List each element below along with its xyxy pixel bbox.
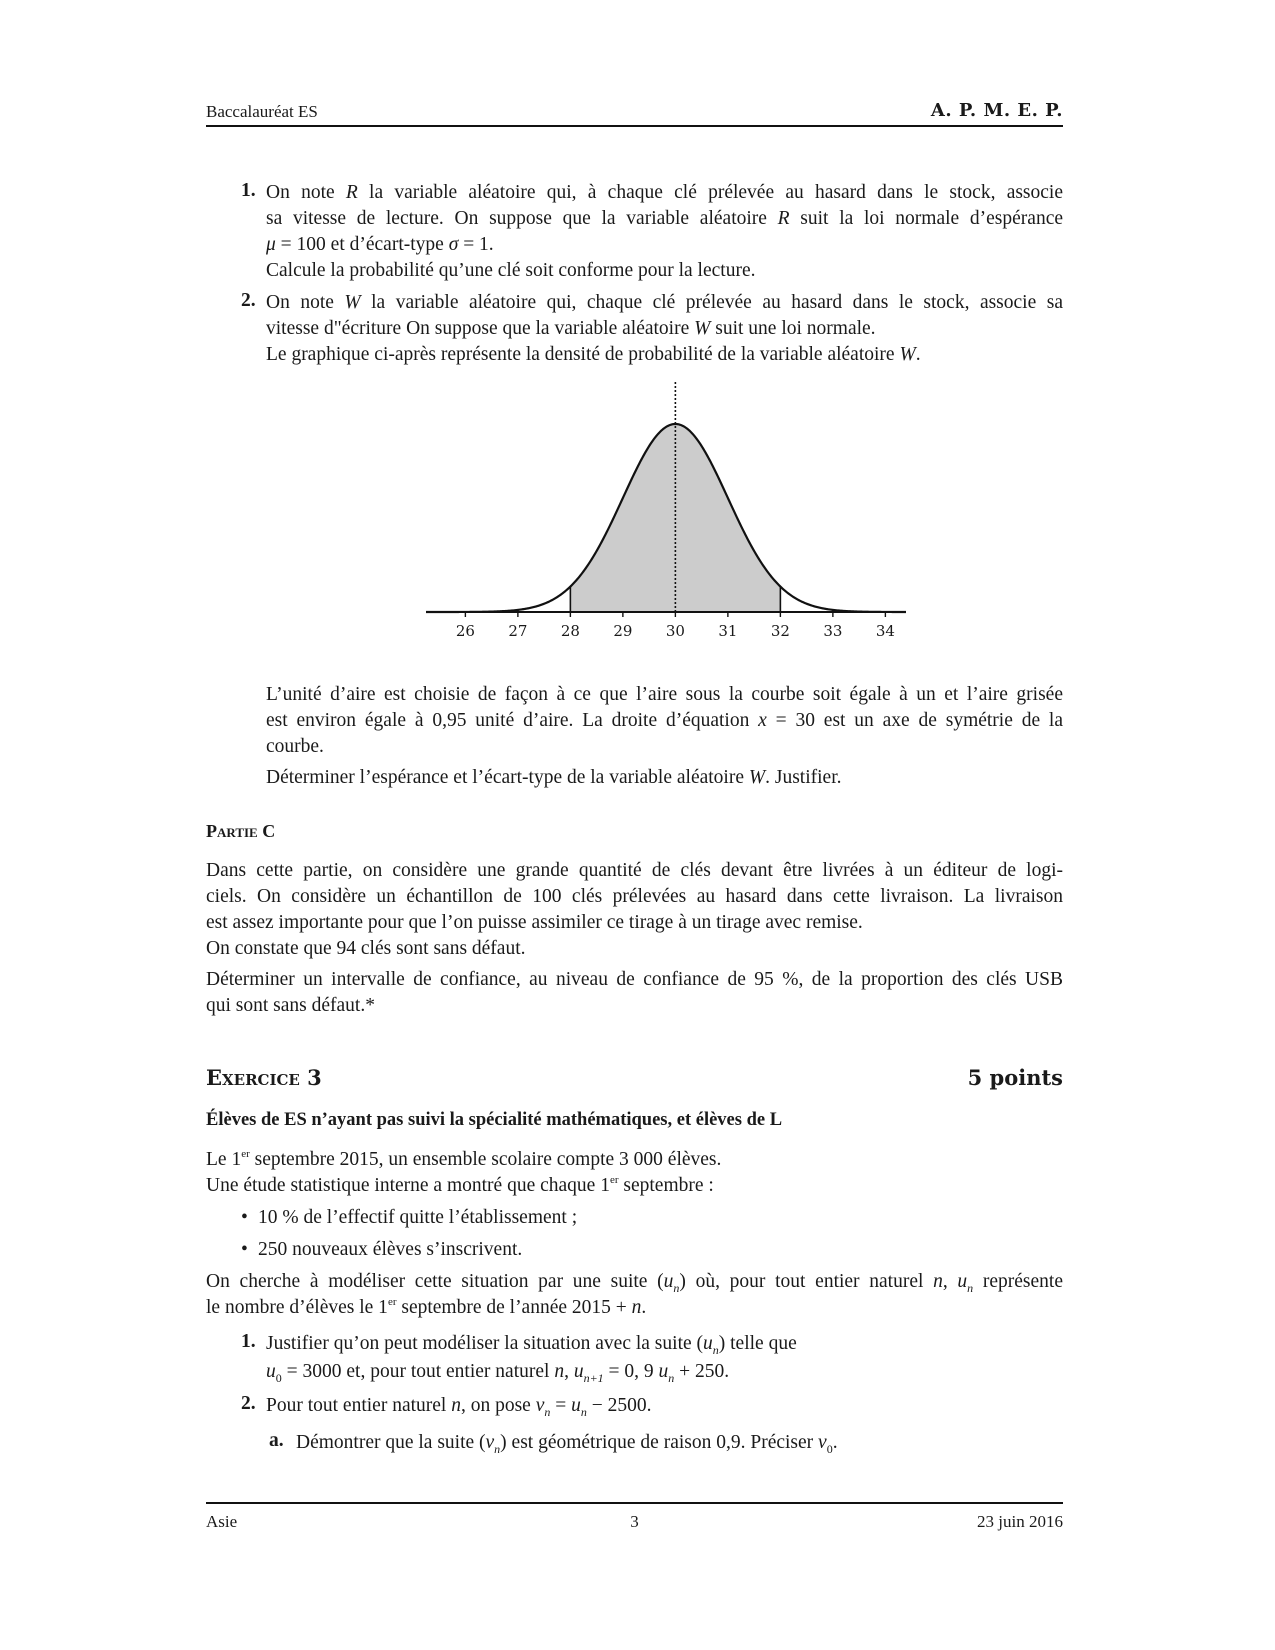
partc-line2: ciels. On considère un échantillon de 100 clés prélevées au hasard dans cette livraison. La livraison bbox=[206, 886, 1063, 907]
model-line2: le nombre d’élèves le 1er septembre de l’année 2015 + n. bbox=[206, 1296, 647, 1318]
q2-after-line4: Déterminer l’espérance et l’écart-type de la variable aléatoire W. Justifier. bbox=[266, 767, 842, 788]
x-tick-label: 30 bbox=[665, 622, 685, 640]
x-tick-label: 32 bbox=[770, 622, 790, 640]
x-tick-label: 31 bbox=[718, 622, 738, 640]
q2-line2: vitesse d"écriture On suppose que la variable aléatoire W suit une loi normale. bbox=[266, 318, 876, 339]
q2-line1: On note W la variable aléatoire qui, chaque clé prélevée au hasard dans le stock, associe sa bbox=[266, 292, 1063, 313]
x-tick-label: 28 bbox=[560, 622, 580, 640]
bullet-item: 10 % de l’effectif quitte l’établissement ; bbox=[258, 1207, 578, 1228]
header-right: A. P. M. E. P. bbox=[930, 100, 1063, 121]
ex3-q1-line1: Justifier qu’on peut modéliser la situation avec la suite $(u_n)$ telle que bbox=[266, 1333, 797, 1357]
intro-line2: Une étude statistique interne a montré que chaque 1er septembre : bbox=[206, 1174, 714, 1196]
footer-rule bbox=[206, 1502, 1063, 1504]
ex3-q2a-line: Démontrer que la suite $(v_n)$ est géométrique de raison 0,9. Préciser $v_0$. bbox=[296, 1432, 838, 1456]
partc-line1: Dans cette partie, on considère une grande quantité de clés devant être livrées à un éditeur de logi- bbox=[206, 860, 1063, 881]
question-number: 2. bbox=[241, 1393, 256, 1414]
partc-line5: Déterminer un intervalle de confiance, au niveau de confiance de 95 %, de la proportion des clés USB bbox=[206, 969, 1063, 990]
header-left: Baccalauréat ES bbox=[206, 102, 318, 121]
subquestion-label: a. bbox=[269, 1430, 284, 1451]
question-number: 1. bbox=[241, 180, 256, 201]
ex3-q1-line2: $u_0 = 3000$ et, pour tout entier naturel n, $u_{n+1} = 0$, 9 $u_n + 250$. bbox=[266, 1361, 730, 1385]
x-tick-label: 27 bbox=[508, 622, 528, 640]
q2-after-line1: L’unité d’aire est choisie de façon à ce que l’aire sous la courbe soit égale à un et l’aire grisée bbox=[266, 684, 1063, 705]
footer-left: Asie bbox=[206, 1512, 238, 1531]
exercise-subtitle: Élèves de ES n’ayant pas suivi la spécialité mathématiques, et élèves de L bbox=[206, 1110, 783, 1130]
partc-line6: qui sont sans défaut.* bbox=[206, 995, 375, 1016]
q2-after-line2: est environ égale à 0,95 unité d’aire. La droite d’équation x = 30 est un axe de symétrie de la bbox=[266, 710, 1063, 731]
model-line1: On cherche à modéliser cette situation par une suite $(u_n)$ où, pour tout entier naturel n, $u_n$ représente bbox=[206, 1271, 1063, 1295]
ex3-q2-line1: Pour tout entier naturel n, on pose $v_n = u_n - 2500$. bbox=[266, 1395, 652, 1419]
exercise-points: 5 points bbox=[967, 1065, 1063, 1090]
q1-line1: On note R la variable aléatoire qui, à chaque clé prélevée au hasard dans le stock, associe bbox=[266, 182, 1064, 203]
q2-line3: Le graphique ci-après représente la densité de probabilité de la variable aléatoire W. bbox=[266, 344, 921, 365]
bullet-icon: • bbox=[241, 1239, 248, 1260]
x-tick-label: 29 bbox=[613, 622, 633, 640]
intro-line1: Le 1er septembre 2015, un ensemble scolaire compte 3 000 élèves. bbox=[206, 1148, 722, 1170]
x-tick-label: 26 bbox=[455, 622, 475, 640]
x-tick-label: 34 bbox=[875, 622, 895, 640]
question-number: 1. bbox=[241, 1331, 256, 1352]
x-tick-label: 33 bbox=[823, 622, 843, 640]
page-number: 3 bbox=[630, 1512, 639, 1531]
partc-line3: est assez importante pour que l’on puisse assimiler ce tirage à un tirage avec remise. bbox=[206, 912, 863, 933]
exercise-title: Exercice 3 bbox=[206, 1065, 322, 1090]
question-number: 2. bbox=[241, 290, 256, 311]
bullet-item: 250 nouveaux élèves s’inscrivent. bbox=[258, 1239, 523, 1260]
normal-density-chart bbox=[426, 380, 906, 650]
q1-line2: sa vitesse de lecture. On suppose que la variable aléatoire R suit la loi normale d’espérance bbox=[266, 208, 1063, 229]
section-title-partie-c: Partie C bbox=[206, 821, 276, 841]
header-rule bbox=[206, 125, 1063, 127]
footer-right: 23 juin 2016 bbox=[977, 1512, 1063, 1531]
density-curve-plot bbox=[426, 380, 906, 620]
bullet-icon: • bbox=[241, 1207, 248, 1228]
q2-after-line3: courbe. bbox=[266, 736, 324, 757]
q1-line3: μ = 100 et d’écart-type σ = 1. bbox=[266, 234, 494, 255]
partc-line4: On constate que 94 clés sont sans défaut. bbox=[206, 938, 526, 959]
q1-line4: Calcule la probabilité qu’une clé soit conforme pour la lecture. bbox=[266, 260, 756, 281]
page-header bbox=[206, 98, 1063, 124]
document-page bbox=[206, 0, 1063, 1650]
